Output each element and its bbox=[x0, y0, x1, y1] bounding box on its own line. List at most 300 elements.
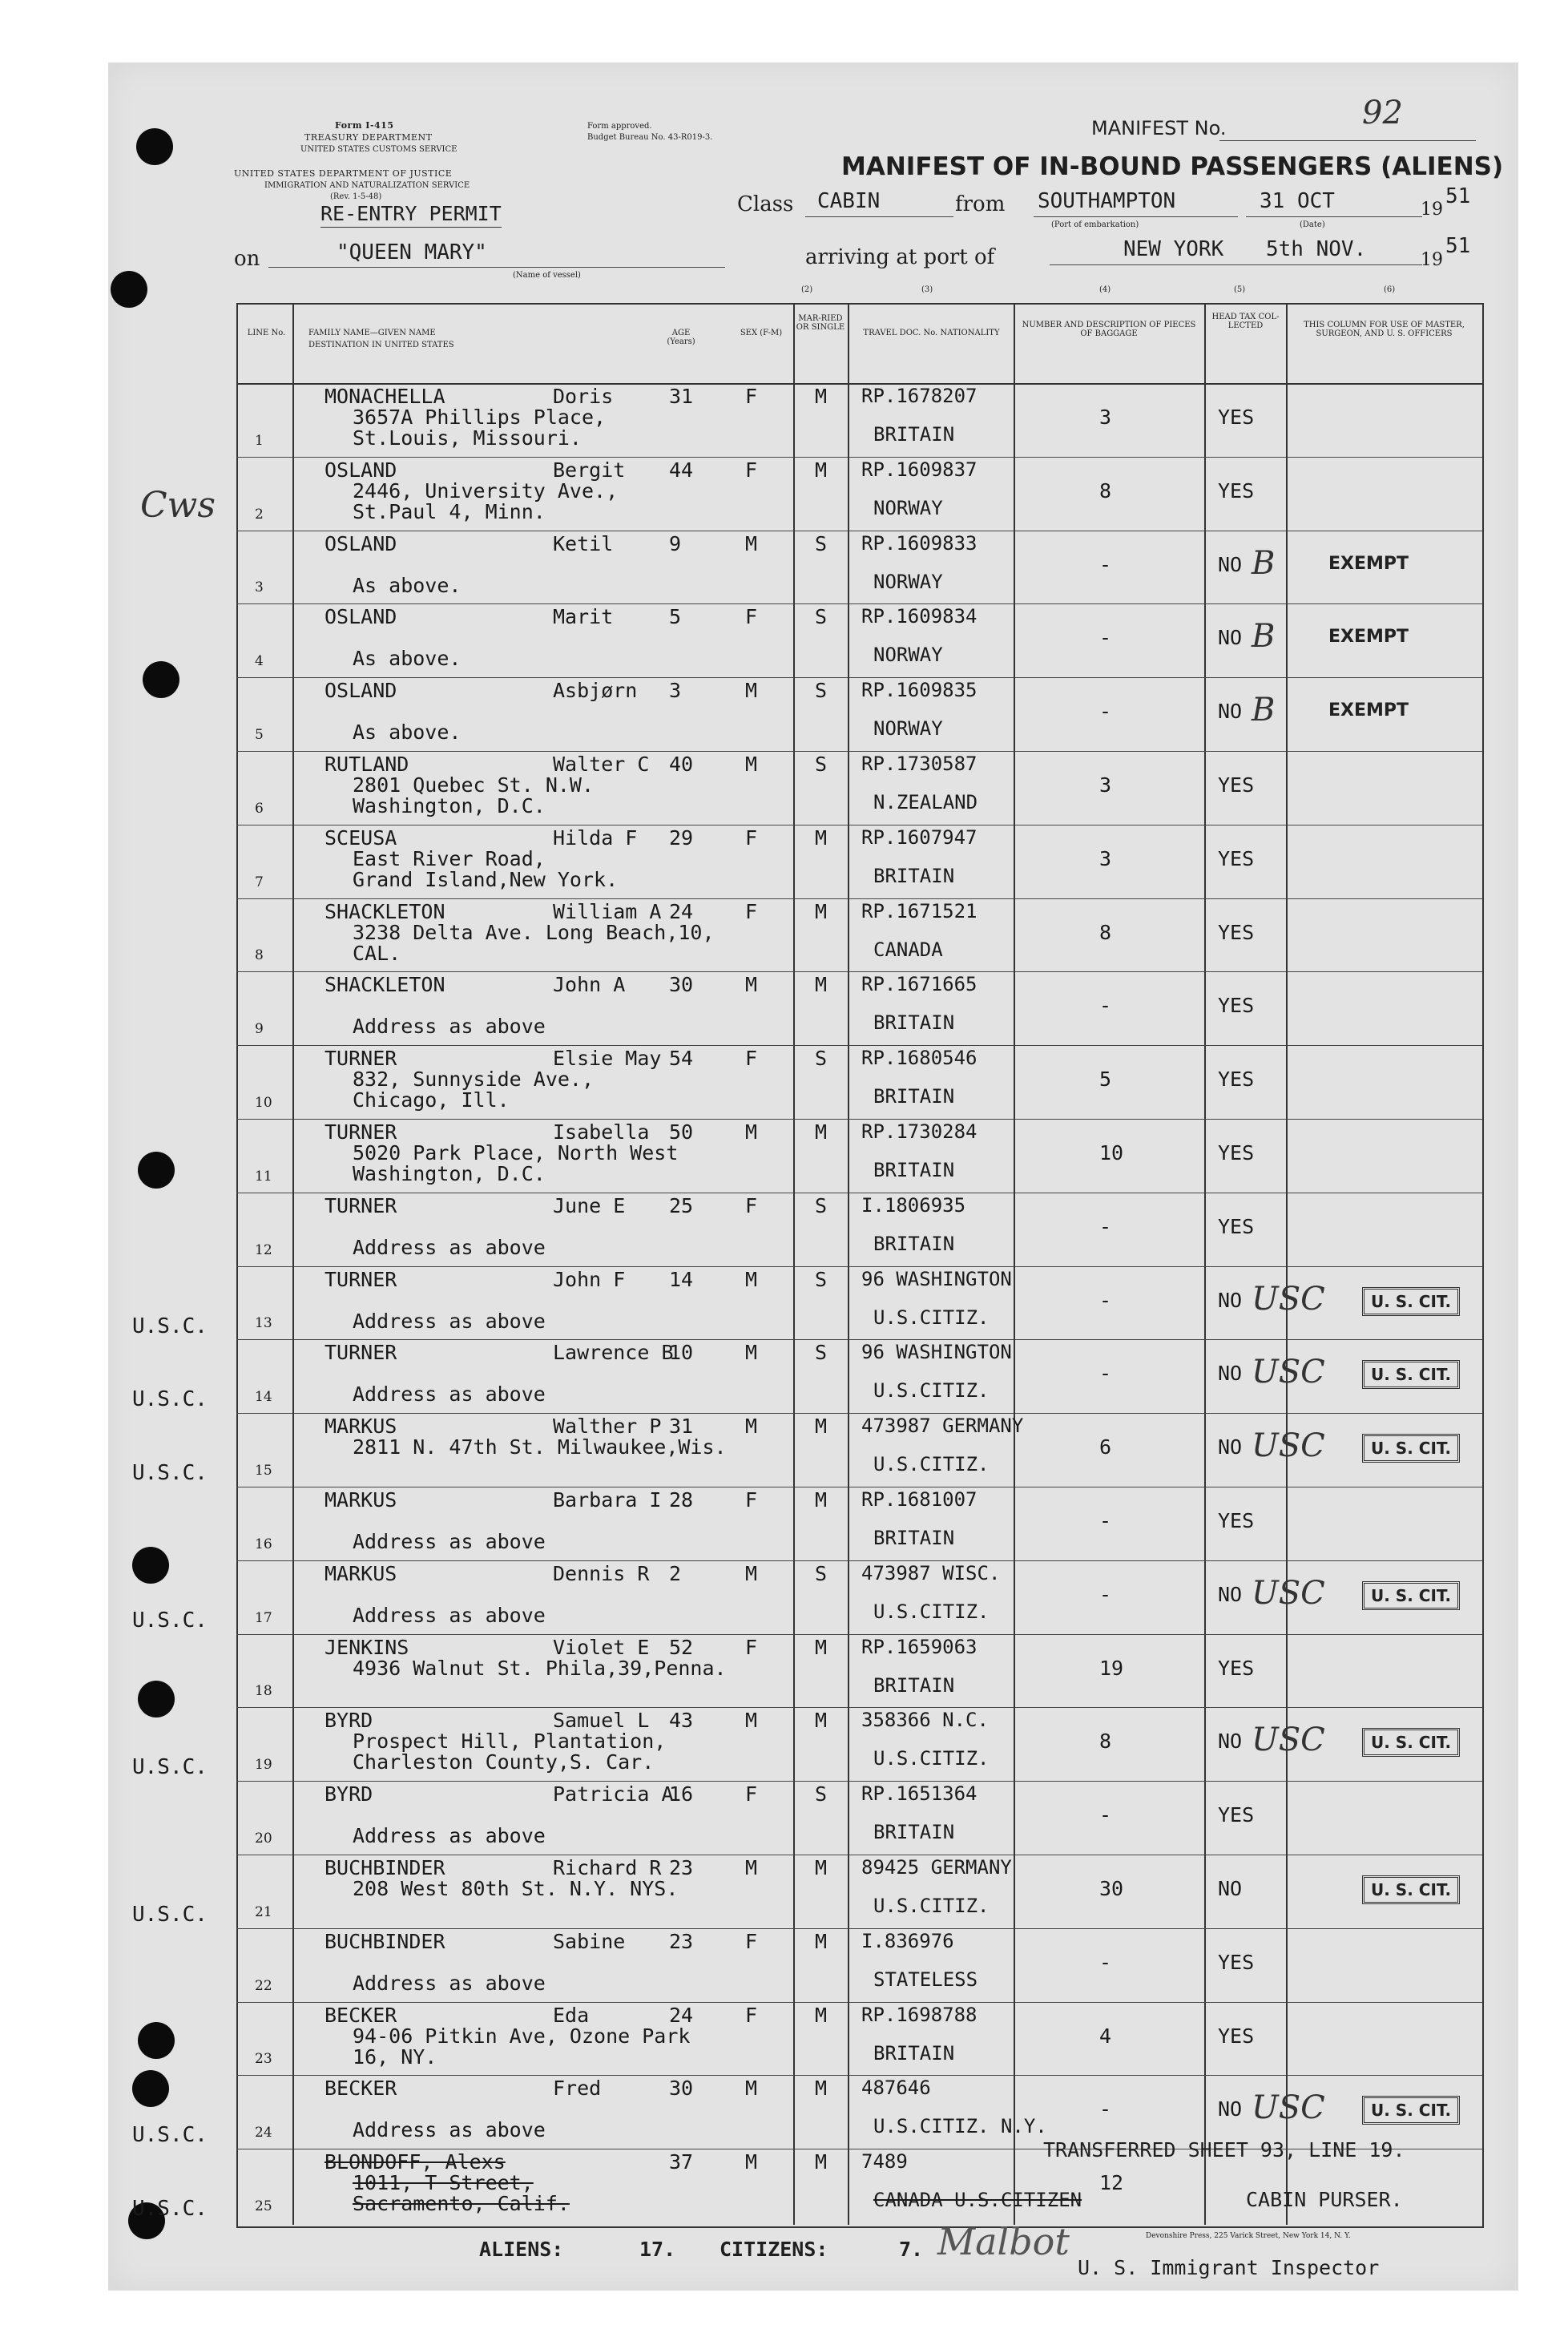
travel-doc: RP.1659063 bbox=[861, 1635, 977, 1658]
handwritten-note: B bbox=[1252, 618, 1276, 656]
aliens-label: ALIENS: bbox=[479, 2238, 564, 2261]
year: 51 bbox=[1445, 184, 1471, 208]
line-number: 13 bbox=[255, 1315, 272, 1332]
col-travel-doc: TRAVEL DOC. No. NATIONALITY bbox=[863, 329, 1000, 337]
row-divider bbox=[236, 1560, 1482, 1561]
citizens-count: 7. bbox=[899, 2238, 924, 2261]
marital-status: M bbox=[815, 1415, 828, 1439]
head-tax: YES bbox=[1218, 920, 1255, 944]
line-number: 5 bbox=[255, 727, 264, 743]
baggage-count: - bbox=[1099, 1214, 1112, 1238]
given-name: Samuel L bbox=[553, 1709, 650, 1733]
line-number: 2 bbox=[255, 506, 264, 523]
handwritten-note: USC bbox=[1252, 2089, 1325, 2127]
sex: M bbox=[745, 753, 758, 776]
age: 28 bbox=[669, 1488, 694, 1512]
age: 30 bbox=[669, 2077, 694, 2101]
port-embarkation: SOUTHAMPTON bbox=[1038, 189, 1176, 213]
address-line-2: Address as above bbox=[353, 1015, 546, 1039]
line-number: 3 bbox=[255, 579, 264, 596]
punch-hole bbox=[138, 1152, 175, 1189]
age: 31 bbox=[669, 385, 694, 408]
address-line-1: 832, Sunnyside Ave., bbox=[353, 1068, 595, 1092]
usc-margin-label: U.S.C. bbox=[132, 1387, 208, 1412]
line-number: 16 bbox=[255, 1536, 272, 1552]
address-line-2: 16, NY. bbox=[353, 2044, 437, 2069]
address-line-2: As above. bbox=[353, 573, 462, 597]
row-divider bbox=[236, 751, 1482, 752]
usc-stamp: U. S. CIT. bbox=[1362, 1287, 1460, 1316]
usc-margin-label: U.S.C. bbox=[132, 1903, 208, 1927]
sex: M bbox=[745, 973, 758, 997]
marital-status: S bbox=[815, 531, 828, 555]
handwritten-note: B bbox=[1252, 692, 1276, 729]
col-baggage: NUMBER AND DESCRIPTION OF PIECES OF BAGGAGE bbox=[1022, 321, 1196, 338]
baggage-count: 3 bbox=[1099, 846, 1112, 870]
address-line-2: St.Paul 4, Minn. bbox=[353, 499, 546, 523]
punch-hole bbox=[111, 271, 147, 308]
dept-customs: UNITED STATES CUSTOMS SERVICE bbox=[300, 145, 458, 154]
handwritten-note: USC bbox=[1252, 1722, 1325, 1759]
age: 5 bbox=[669, 605, 682, 629]
row-divider bbox=[236, 2002, 1482, 2003]
address-line-1: 4936 Walnut St. Phila,39,Penna. bbox=[353, 1656, 727, 1680]
given-name: William A bbox=[553, 899, 662, 923]
row-divider bbox=[236, 1781, 1482, 1782]
given-name: John F bbox=[553, 1267, 626, 1291]
col-num-2: (2) bbox=[801, 285, 813, 294]
nationality: CANADA U.S.CITIZEN bbox=[873, 2189, 1082, 2212]
travel-doc: RP.1730587 bbox=[861, 753, 977, 775]
baggage-count: 8 bbox=[1099, 478, 1112, 503]
usc-stamp: U. S. CIT. bbox=[1362, 1728, 1460, 1757]
usc-margin-label: U.S.C. bbox=[132, 1755, 208, 1780]
age: 50 bbox=[669, 1120, 694, 1144]
row-divider bbox=[236, 1707, 1482, 1708]
nationality: BRITAIN bbox=[873, 1085, 955, 1108]
address-line-1: 2801 Quebec St. N.W. bbox=[353, 773, 595, 797]
budget-bureau: Budget Bureau No. 43-R019-3. bbox=[587, 133, 713, 142]
sex: F bbox=[745, 899, 758, 923]
handwritten-note: USC bbox=[1252, 1354, 1325, 1391]
from-label: from bbox=[955, 192, 1006, 216]
manifest-no-label: MANIFEST No. bbox=[1091, 117, 1227, 139]
address-line-1: East River Road, bbox=[353, 846, 546, 870]
year-prefix: 19 bbox=[1421, 200, 1443, 220]
travel-doc: I.836976 bbox=[861, 1929, 954, 1952]
given-name: Sabine bbox=[553, 1929, 626, 1953]
family-name: OSLAND bbox=[324, 531, 397, 555]
exempt-stamp: EXEMPT bbox=[1328, 553, 1409, 574]
year-prefix-2: 19 bbox=[1421, 250, 1443, 270]
family-name: JENKINS bbox=[324, 1635, 409, 1659]
given-name: Walter C bbox=[553, 753, 650, 776]
line-number: 11 bbox=[255, 1168, 272, 1185]
baggage-count: 5 bbox=[1099, 1068, 1112, 1092]
usc-stamp: U. S. CIT. bbox=[1362, 1581, 1460, 1610]
marital-status: S bbox=[815, 1047, 828, 1071]
given-name: Walther P bbox=[553, 1415, 662, 1439]
address-line-1: Prospect Hill, Plantation, bbox=[353, 1730, 667, 1754]
given-name: Eda bbox=[553, 2003, 590, 2027]
usc-stamp: U. S. CIT. bbox=[1362, 2096, 1460, 2125]
transferred-note: TRANSFERRED SHEET 93, LINE 19. bbox=[1043, 2138, 1405, 2161]
age: 31 bbox=[669, 1415, 694, 1439]
sex: M bbox=[745, 679, 758, 703]
nationality: NORWAY bbox=[873, 644, 943, 667]
head-tax: NO bbox=[1218, 626, 1243, 650]
punch-hole bbox=[132, 2070, 169, 2107]
nationality: CANADA bbox=[873, 938, 943, 961]
head-tax: YES bbox=[1218, 1950, 1255, 1974]
age: 2 bbox=[669, 1561, 682, 1585]
col-name: FAMILY NAME—GIVEN NAME bbox=[308, 329, 436, 337]
nationality: NORWAY bbox=[873, 717, 943, 741]
marital-status: M bbox=[815, 458, 828, 482]
family-name: SCEUSA bbox=[324, 825, 397, 850]
given-name: Dennis R bbox=[553, 1561, 650, 1585]
family-name: TURNER bbox=[324, 1341, 397, 1365]
sex: M bbox=[745, 531, 758, 555]
sex: M bbox=[745, 1120, 758, 1144]
head-tax: NO bbox=[1218, 552, 1243, 576]
baggage-count: - bbox=[1099, 1582, 1112, 1606]
sex: F bbox=[745, 1488, 758, 1512]
head-tax: NO bbox=[1218, 700, 1243, 724]
col-sex: SEX (F-M) bbox=[740, 329, 783, 337]
margin-note: Cws bbox=[140, 485, 216, 526]
row-divider bbox=[236, 1634, 1482, 1635]
given-name: June E bbox=[553, 1193, 626, 1217]
head-tax: YES bbox=[1218, 1214, 1255, 1238]
reentry-permit: RE-ENTRY PERMIT bbox=[320, 202, 502, 228]
usc-margin-label: U.S.C. bbox=[132, 2123, 208, 2148]
col-num-3: (3) bbox=[921, 285, 933, 294]
line-number: 22 bbox=[255, 1977, 272, 1994]
sex: F bbox=[745, 1929, 758, 1953]
dept-treasury: TREASURY DEPARTMENT bbox=[304, 132, 433, 143]
line-number: 12 bbox=[255, 1241, 272, 1258]
punch-hole bbox=[132, 1547, 169, 1584]
nationality: NORWAY bbox=[873, 496, 943, 519]
given-name: Fred bbox=[553, 2077, 602, 2101]
given-name: Lawrence B bbox=[553, 1341, 674, 1365]
line-number: 9 bbox=[255, 1021, 264, 1038]
line-number: 1 bbox=[255, 432, 264, 449]
age: 44 bbox=[669, 458, 694, 482]
nationality: U.S.CITIZ. bbox=[873, 1895, 990, 1917]
age: 23 bbox=[669, 1929, 694, 1953]
given-name: Barbara I bbox=[553, 1488, 662, 1512]
inspector-signature: Malbot bbox=[937, 2220, 1070, 2263]
row-divider bbox=[236, 1339, 1482, 1340]
travel-doc: 89425 GERMANY bbox=[861, 1856, 1012, 1879]
marital-status: M bbox=[815, 1929, 828, 1953]
nationality: BRITAIN bbox=[873, 1232, 955, 1255]
row-divider bbox=[236, 457, 1482, 458]
sex: M bbox=[745, 2150, 758, 2174]
address-line-2: Grand Island,New York. bbox=[353, 867, 619, 891]
sex: M bbox=[745, 2077, 758, 2101]
head-tax: YES bbox=[1218, 478, 1255, 503]
handwritten-note: USC bbox=[1252, 1574, 1325, 1612]
sex: F bbox=[745, 1047, 758, 1071]
col-num-4: (4) bbox=[1099, 285, 1111, 294]
family-name: RUTLAND bbox=[324, 753, 409, 776]
address-line-2: Washington, D.C. bbox=[353, 794, 546, 817]
usc-margin-label: U.S.C. bbox=[132, 2197, 208, 2222]
travel-doc: 96 WASHINGTON bbox=[861, 1267, 1012, 1290]
arrival-port: NEW YORK bbox=[1123, 237, 1224, 261]
baggage-count: 10 bbox=[1099, 1141, 1124, 1164]
marital-status: M bbox=[815, 973, 828, 997]
manifest-no: 92 bbox=[1362, 95, 1403, 131]
age: 9 bbox=[669, 531, 682, 555]
given-name: Marit bbox=[553, 605, 614, 629]
col-destination: DESTINATION IN UNITED STATES bbox=[308, 341, 454, 349]
given-name: Ketil bbox=[553, 531, 614, 555]
address-line-1: 3657A Phillips Place, bbox=[353, 406, 607, 429]
col-married: MAR-RIED OR SINGLE bbox=[796, 314, 845, 332]
head-tax: NO bbox=[1218, 1362, 1243, 1386]
given-name: Asbjørn bbox=[553, 679, 638, 703]
nationality: N.ZEALAND bbox=[873, 791, 978, 813]
given-name: Isabella bbox=[553, 1120, 650, 1144]
class-label: Class bbox=[737, 192, 794, 216]
age: 37 bbox=[669, 2150, 694, 2174]
class-value: CABIN bbox=[817, 189, 881, 213]
address-line-2: Address as above bbox=[353, 1971, 546, 1995]
nationality: U.S.CITIZ. bbox=[873, 1379, 990, 1403]
head-tax: YES bbox=[1218, 773, 1255, 797]
nationality: BRITAIN bbox=[873, 1821, 955, 1844]
row-divider bbox=[236, 1413, 1482, 1414]
travel-doc: RP.1651364 bbox=[861, 1782, 977, 1806]
line-number: 17 bbox=[255, 1609, 272, 1626]
marital-status: S bbox=[815, 1341, 828, 1365]
nationality: BRITAIN bbox=[873, 1527, 955, 1549]
line-number: 14 bbox=[255, 1389, 272, 1406]
address-line-2: Chicago, Ill. bbox=[353, 1088, 510, 1112]
address-line-2: Address as above bbox=[353, 2118, 546, 2142]
handwritten-note: USC bbox=[1252, 1280, 1325, 1318]
travel-doc: RP.1609833 bbox=[861, 531, 977, 555]
family-name: MARKUS bbox=[324, 1561, 397, 1585]
family-name: SHACKLETON bbox=[324, 973, 445, 997]
sex: F bbox=[745, 1193, 758, 1217]
baggage-count: 4 bbox=[1099, 2024, 1112, 2048]
age: 43 bbox=[669, 1709, 694, 1733]
family-name: TURNER bbox=[324, 1047, 397, 1071]
sex: F bbox=[745, 385, 758, 408]
address-line-2: St.Louis, Missouri. bbox=[353, 426, 582, 450]
sex: M bbox=[745, 1856, 758, 1879]
nationality: U.S.CITIZ. bbox=[873, 1600, 990, 1623]
line-number: 4 bbox=[255, 653, 264, 670]
arrival-date: 5th NOV. bbox=[1266, 237, 1367, 261]
line-number: 7 bbox=[255, 874, 264, 890]
line-number: 15 bbox=[255, 1463, 272, 1479]
manifest-title: MANIFEST OF IN-BOUND PASSENGERS (ALIENS) bbox=[841, 152, 1504, 181]
address-line-2: Address as above bbox=[353, 1309, 546, 1333]
family-name: TURNER bbox=[324, 1120, 397, 1144]
embark-date: 31 OCT bbox=[1260, 189, 1335, 213]
family-name: BECKER bbox=[324, 2003, 397, 2027]
inspector-label: U. S. Immigrant Inspector bbox=[1078, 2256, 1380, 2279]
address-line-2: As above. bbox=[353, 720, 462, 745]
head-tax: YES bbox=[1218, 1068, 1255, 1092]
head-tax: YES bbox=[1218, 1803, 1255, 1827]
row-divider bbox=[236, 1928, 1482, 1929]
marital-status: M bbox=[815, 1709, 828, 1733]
line-number: 21 bbox=[255, 1903, 272, 1920]
marital-status: M bbox=[815, 385, 828, 408]
row-divider bbox=[236, 898, 1482, 899]
travel-doc: RP.1671521 bbox=[861, 899, 977, 922]
family-name: BYRD bbox=[324, 1709, 373, 1733]
head-tax: NO bbox=[1218, 1435, 1243, 1459]
family-name: MARKUS bbox=[324, 1488, 397, 1512]
head-tax: NO bbox=[1218, 1582, 1243, 1606]
baggage-count: 6 bbox=[1099, 1435, 1112, 1459]
col-head-tax: HEAD TAX COL-LECTED bbox=[1211, 313, 1280, 330]
head-tax: NO bbox=[1218, 1730, 1243, 1754]
family-name: OSLAND bbox=[324, 458, 397, 482]
address-line-2: Sacramento, Calif. bbox=[353, 2192, 570, 2216]
family-name: TURNER bbox=[324, 1267, 397, 1291]
head-tax: YES bbox=[1218, 1656, 1255, 1680]
travel-doc: RP.1609837 bbox=[861, 458, 977, 481]
on-label: on bbox=[234, 247, 260, 271]
marital-status: S bbox=[815, 753, 828, 776]
travel-doc: 473987 GERMANY bbox=[861, 1415, 1024, 1438]
address-line-1: 3238 Delta Ave. Long Beach,10, bbox=[353, 920, 715, 944]
family-name: MARKUS bbox=[324, 1415, 397, 1439]
sex: M bbox=[745, 1561, 758, 1585]
travel-doc: I.1806935 bbox=[861, 1193, 966, 1217]
travel-doc: 487646 bbox=[861, 2077, 931, 2100]
baggage-count: - bbox=[1099, 1803, 1112, 1827]
address-line-1: 5020 Park Place, North West bbox=[353, 1141, 679, 1164]
address-line-1: 2446, University Ave., bbox=[353, 478, 619, 503]
nationality: BRITAIN bbox=[873, 1673, 955, 1697]
age: 10 bbox=[669, 1341, 694, 1365]
nationality: BRITAIN bbox=[873, 1011, 955, 1035]
address-line-1: 1011, T Street, bbox=[353, 2171, 534, 2195]
age: 16 bbox=[669, 1782, 694, 1806]
travel-doc: RP.1609835 bbox=[861, 679, 977, 702]
punch-hole bbox=[138, 2022, 175, 2059]
year-2: 51 bbox=[1445, 234, 1471, 258]
date-caption: (Date) bbox=[1300, 220, 1325, 229]
address-line-2: CAL. bbox=[353, 941, 401, 965]
line-number: 10 bbox=[255, 1095, 272, 1111]
baggage-count: 12 bbox=[1099, 2171, 1124, 2195]
citizens-label: CITIZENS: bbox=[720, 2238, 828, 2261]
nationality: BRITAIN bbox=[873, 864, 955, 887]
family-name: MONACHELLA bbox=[324, 385, 445, 408]
line-number: 25 bbox=[255, 2198, 272, 2214]
travel-doc: RP.1730284 bbox=[861, 1120, 977, 1143]
head-tax: YES bbox=[1218, 1141, 1255, 1164]
col-age: AGE (Years) bbox=[667, 329, 695, 346]
arriving-label: arriving at port of bbox=[805, 245, 995, 269]
given-name: Elsie May bbox=[553, 1047, 662, 1071]
baggage-count: - bbox=[1099, 700, 1112, 724]
family-name: TURNER bbox=[324, 1193, 397, 1217]
line-number: 20 bbox=[255, 1831, 272, 1847]
usc-margin-label: U.S.C. bbox=[132, 1608, 208, 1633]
age: 23 bbox=[669, 1856, 694, 1879]
marital-status: S bbox=[815, 1193, 828, 1217]
nationality: U.S.CITIZ. bbox=[873, 1306, 990, 1329]
sex: F bbox=[745, 1782, 758, 1806]
printer-credit: Devonshire Press, 225 Varick Street, New York 14, N. Y. bbox=[1146, 2232, 1351, 2240]
nationality: BRITAIN bbox=[873, 2041, 955, 2065]
travel-doc: RP.1698788 bbox=[861, 2003, 977, 2026]
nationality: BRITAIN bbox=[873, 423, 955, 446]
family-name: BLONDOFF, Alexs bbox=[324, 2150, 506, 2174]
family-name: BUCHBINDER bbox=[324, 1929, 445, 1953]
usc-margin-label: U.S.C. bbox=[132, 1461, 208, 1486]
head-tax: NO bbox=[1218, 2097, 1243, 2121]
given-name: Bergit bbox=[553, 458, 626, 482]
address-line-2: Charleston County,S. Car. bbox=[353, 1750, 655, 1774]
col-num-6: (6) bbox=[1384, 285, 1396, 294]
travel-doc: RP.1680546 bbox=[861, 1047, 977, 1070]
address-line-2: Address as above bbox=[353, 1824, 546, 1848]
row-divider bbox=[236, 677, 1482, 678]
aliens-count: 17. bbox=[639, 2238, 676, 2261]
address-line-2: Address as above bbox=[353, 1530, 546, 1553]
address-line-2: Washington, D.C. bbox=[353, 1162, 546, 1185]
marital-status: M bbox=[815, 1635, 828, 1659]
marital-status: M bbox=[815, 1856, 828, 1879]
marital-status: M bbox=[815, 2003, 828, 2027]
travel-doc: 7489 bbox=[861, 2150, 908, 2174]
family-name: BUCHBINDER bbox=[324, 1856, 445, 1879]
sex: F bbox=[745, 825, 758, 850]
head-tax: NO bbox=[1218, 1288, 1243, 1312]
nationality: U.S.CITIZ. N.Y. bbox=[873, 2115, 1047, 2138]
address-line-1: 94-06 Pitkin Ave, Ozone Park bbox=[353, 2024, 691, 2048]
marital-status: M bbox=[815, 825, 828, 850]
travel-doc: 473987 WISC. bbox=[861, 1561, 1001, 1584]
exempt-stamp: EXEMPT bbox=[1328, 627, 1409, 648]
line-number: 6 bbox=[255, 800, 264, 817]
row-divider bbox=[236, 1119, 1482, 1120]
handwritten-note: USC bbox=[1252, 1427, 1325, 1465]
address-line-1: 2811 N. 47th St. Milwaukee,Wis. bbox=[353, 1435, 727, 1459]
punch-hole bbox=[143, 661, 179, 698]
address-line-2: Address as above bbox=[353, 1603, 546, 1627]
baggage-count: 3 bbox=[1099, 773, 1112, 797]
travel-doc: RP.1671665 bbox=[861, 973, 977, 996]
travel-doc: RP.1678207 bbox=[861, 385, 977, 407]
sex: M bbox=[745, 1709, 758, 1733]
col-line: LINE No. bbox=[247, 329, 286, 337]
marital-status: M bbox=[815, 1120, 828, 1144]
marital-status: S bbox=[815, 1267, 828, 1291]
marital-status: S bbox=[815, 679, 828, 703]
baggage-count: - bbox=[1099, 2097, 1112, 2121]
revision: (Rev. 1-5-48) bbox=[330, 192, 382, 201]
vessel-caption: (Name of vessel) bbox=[513, 271, 581, 280]
baggage-count: 19 bbox=[1099, 1656, 1124, 1680]
head-tax: YES bbox=[1218, 994, 1255, 1018]
age: 14 bbox=[669, 1267, 694, 1291]
vessel-name: "QUEEN MARY" bbox=[337, 240, 487, 264]
